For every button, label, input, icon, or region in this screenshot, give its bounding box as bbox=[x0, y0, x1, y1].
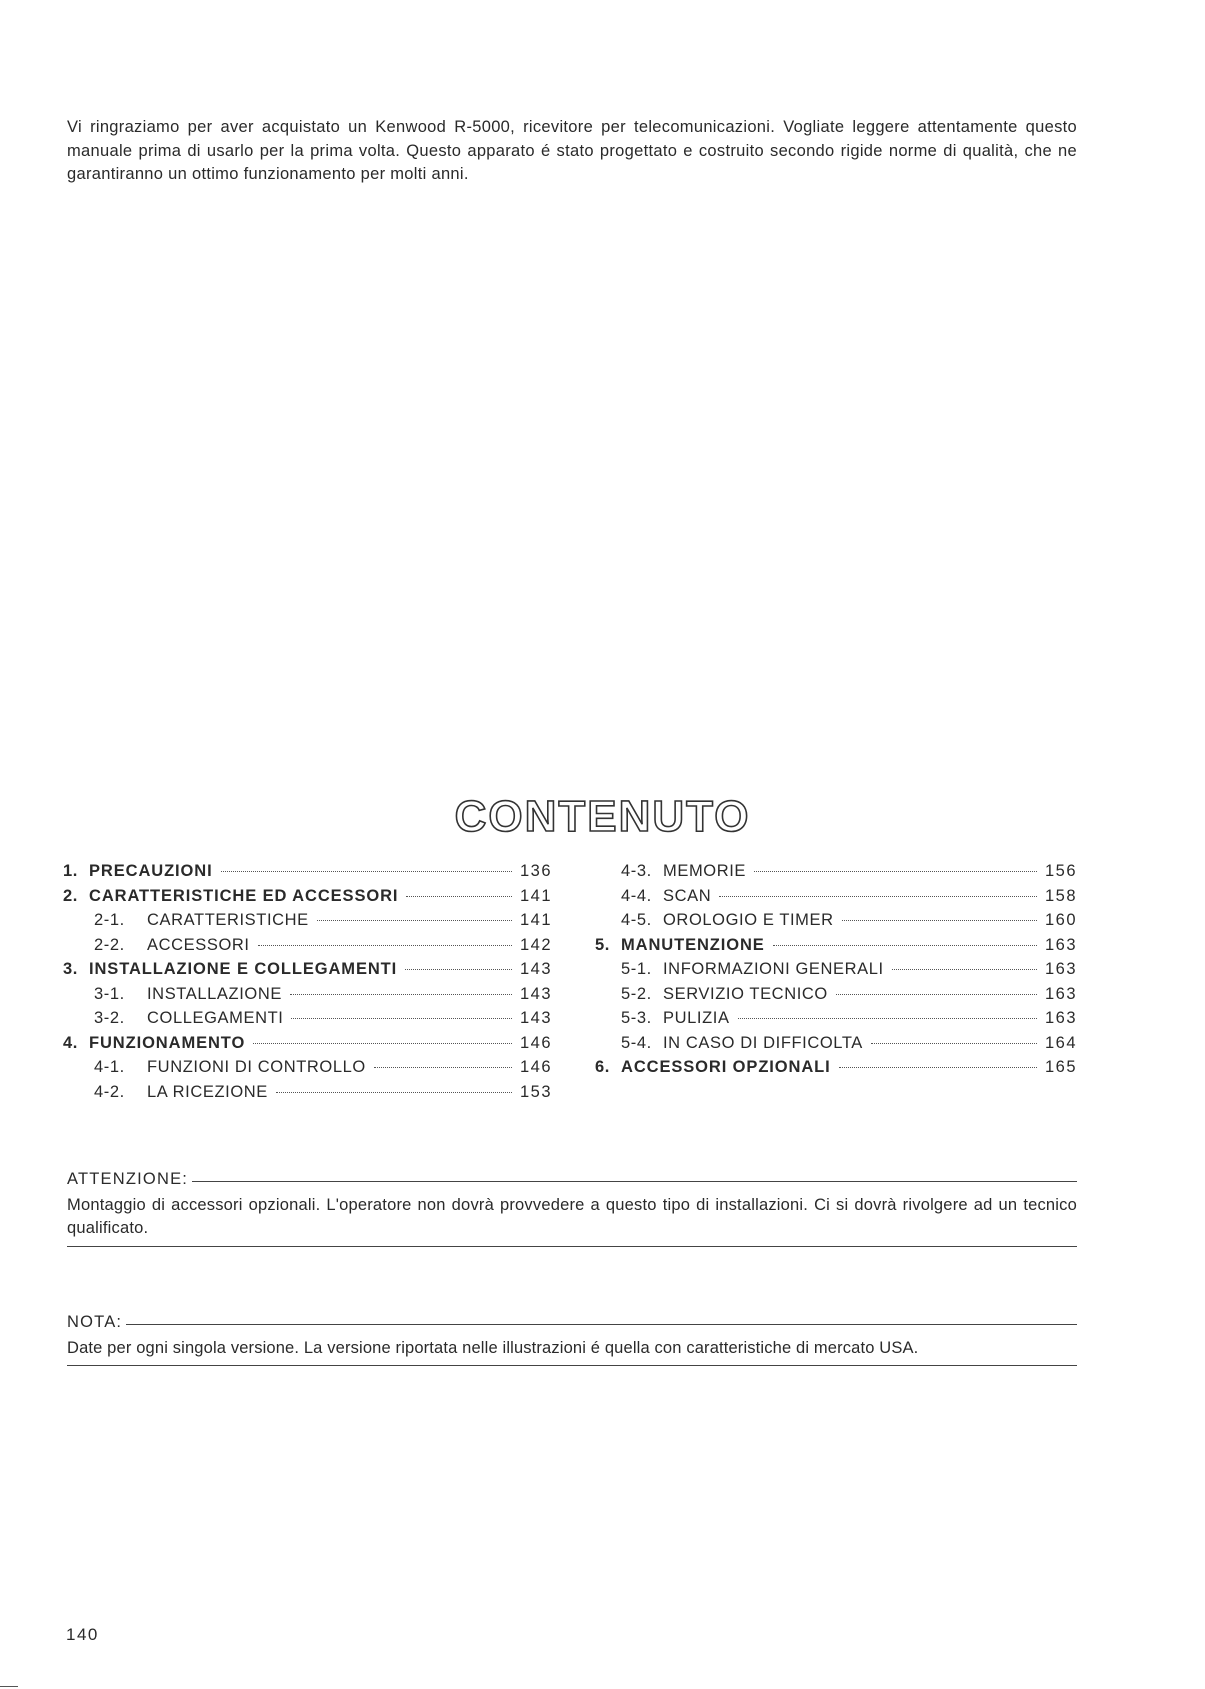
note-heading-row bbox=[67, 1311, 1077, 1335]
corner-mark bbox=[0, 1686, 18, 1687]
attention-heading-row bbox=[67, 1168, 1077, 1192]
toc-leader-dots bbox=[405, 969, 512, 970]
toc-entry-page: 141 bbox=[520, 886, 553, 905]
toc-entry-label: OROLOGIO E TIMER bbox=[663, 911, 834, 929]
toc-leader-dots bbox=[258, 945, 512, 946]
toc-entry-label: INSTALLAZIONE E COLLEGAMENTI bbox=[89, 960, 398, 978]
toc-entry-page: 141 bbox=[520, 911, 553, 929]
toc-entry-number: 2. bbox=[63, 886, 78, 905]
toc-entry-number: 5-3. bbox=[621, 1009, 652, 1027]
toc-entry-number: 5-1. bbox=[621, 960, 652, 978]
toc-leader-dots bbox=[892, 969, 1037, 970]
toc-entry-number: 4-1. bbox=[94, 1058, 125, 1076]
toc-entry bbox=[63, 862, 552, 887]
toc-leader-dots bbox=[773, 945, 1037, 946]
toc-entry-number: 5-2. bbox=[621, 984, 652, 1003]
toc-entry-label: COLLEGAMENTI bbox=[147, 1009, 284, 1027]
toc-leader-dots bbox=[719, 896, 1037, 897]
page-number: 140 bbox=[66, 1625, 99, 1644]
toc-entry-page: 143 bbox=[520, 960, 553, 978]
attention-rule bbox=[192, 1181, 1077, 1182]
toc-entry-number: 5. bbox=[595, 935, 610, 954]
toc-entry-page: 164 bbox=[1045, 1033, 1078, 1052]
note-rule bbox=[126, 1324, 1077, 1325]
toc-entry bbox=[595, 1058, 1077, 1083]
toc-entry bbox=[595, 911, 1077, 936]
toc-entry-page: 146 bbox=[520, 1033, 553, 1052]
toc-entry-label: PULIZIA bbox=[663, 1009, 730, 1027]
toc-entry-page: 163 bbox=[1045, 984, 1078, 1003]
toc-entry-page: 143 bbox=[520, 1009, 553, 1027]
toc-leader-dots bbox=[221, 871, 512, 872]
toc-leader-dots bbox=[839, 1067, 1037, 1068]
toc-entry-page: 136 bbox=[520, 862, 553, 880]
toc-entry-number: 4-4. bbox=[621, 886, 652, 905]
toc-entry-label: SCAN bbox=[663, 886, 712, 905]
toc-entry-label: LA RICEZIONE bbox=[147, 1082, 268, 1101]
toc-entry-number: 4-3. bbox=[621, 862, 652, 880]
toc-entry-number: 4. bbox=[63, 1033, 78, 1052]
toc-entry-number: 3. bbox=[63, 960, 78, 978]
toc-entry-label: INFORMAZIONI GENERALI bbox=[663, 960, 884, 978]
toc-entry-number: 2-1. bbox=[94, 911, 125, 929]
toc-entry-page: 142 bbox=[520, 935, 553, 954]
toc-entry bbox=[595, 936, 1077, 961]
toc-entry-number: 3-2. bbox=[94, 1009, 125, 1027]
toc-right-column bbox=[595, 862, 1077, 1083]
note-text: Date per ogni singola versione. La versione riportata nelle illustrazioni é quella con caratteristiche di mercato USA. bbox=[67, 1338, 919, 1357]
attention-bottom-rule bbox=[67, 1246, 1077, 1247]
toc-entry bbox=[595, 1009, 1077, 1034]
note-notice bbox=[67, 1311, 1077, 1366]
toc-entry-number: 4-5. bbox=[621, 911, 652, 929]
toc-leader-dots bbox=[754, 871, 1037, 872]
toc-entry-label: PRECAUZIONI bbox=[89, 862, 213, 880]
toc-leader-dots bbox=[406, 896, 512, 897]
note-bottom-rule bbox=[67, 1365, 1077, 1366]
toc-leader-dots bbox=[317, 920, 512, 921]
toc-entry-label: ACCESSORI OPZIONALI bbox=[621, 1058, 831, 1076]
toc-entry-page: 143 bbox=[520, 984, 553, 1003]
toc-entry-number: 3-1. bbox=[94, 984, 125, 1003]
toc-leader-dots bbox=[290, 994, 512, 995]
toc-entry-page: 163 bbox=[1045, 935, 1078, 954]
toc-entry-label: ACCESSORI bbox=[147, 935, 250, 954]
toc-leader-dots bbox=[836, 994, 1037, 995]
toc-leader-dots bbox=[291, 1018, 512, 1019]
toc-entry-page: 156 bbox=[1045, 862, 1078, 880]
toc-entry bbox=[595, 1034, 1077, 1059]
toc-entry-number: 4-2. bbox=[94, 1082, 125, 1101]
attention-notice bbox=[67, 1168, 1077, 1247]
toc-leader-dots bbox=[253, 1043, 512, 1044]
toc-entry-page: 153 bbox=[520, 1082, 553, 1101]
toc-entry bbox=[63, 1009, 552, 1034]
contents-title: CONTENUTO bbox=[454, 792, 751, 841]
toc-leader-dots bbox=[276, 1092, 512, 1093]
toc-entry-number: 5-4. bbox=[621, 1033, 652, 1052]
toc-entry bbox=[63, 887, 552, 912]
toc-entry bbox=[595, 862, 1077, 887]
toc-entry bbox=[63, 936, 552, 961]
toc-entry-page: 160 bbox=[1045, 911, 1078, 929]
toc-entry bbox=[63, 960, 552, 985]
toc-entry-label: MEMORIE bbox=[663, 862, 747, 880]
note-heading: NOTA: bbox=[67, 1313, 123, 1331]
toc-entry-label: IN CASO DI DIFFICOLTA bbox=[663, 1033, 863, 1052]
toc-entry-number: 1. bbox=[63, 862, 78, 880]
toc-entry bbox=[63, 911, 552, 936]
toc-entry-label: INSTALLAZIONE bbox=[147, 984, 282, 1003]
toc-entry bbox=[63, 1058, 552, 1083]
attention-text: Montaggio di accessori opzionali. L'operatore non dovrà provvedere a questo tipo di installazioni. Ci si dovrà rivolgere ad un tecnico qualificato. bbox=[67, 1195, 1077, 1237]
toc-leader-dots bbox=[871, 1043, 1037, 1044]
toc-entry-page: 146 bbox=[520, 1058, 553, 1076]
intro-paragraph: Vi ringraziamo per aver acquistato un Kenwood R-5000, ricevitore per telecomunicazioni. Vogliate leggere attentamente questo manuale prima di usarlo per la prima volta. Questo apparato é stato progettato e costruito secondo rigide norme di qualità, che ne garantiranno un ottimo funzionamento per molti anni. bbox=[67, 118, 1077, 183]
toc-entry-page: 165 bbox=[1045, 1058, 1078, 1076]
toc-entry bbox=[63, 985, 552, 1010]
toc-entry-number: 6. bbox=[595, 1058, 610, 1076]
toc-entry-label: SERVIZIO TECNICO bbox=[663, 984, 828, 1003]
toc-entry-label: MANUTENZIONE bbox=[621, 935, 765, 954]
toc-left-column bbox=[63, 862, 552, 1107]
toc-entry-page: 158 bbox=[1045, 886, 1078, 905]
toc-entry-label: FUNZIONAMENTO bbox=[89, 1033, 246, 1052]
toc-entry-label: CARATTERISTICHE ED ACCESSORI bbox=[89, 886, 399, 905]
toc-entry bbox=[595, 985, 1077, 1010]
toc-entry-label: CARATTERISTICHE bbox=[147, 911, 309, 929]
toc-entry-page: 163 bbox=[1045, 1009, 1078, 1027]
toc-entry bbox=[595, 887, 1077, 912]
attention-heading: ATTENZIONE: bbox=[67, 1170, 189, 1188]
toc-entry bbox=[63, 1083, 552, 1108]
toc-leader-dots bbox=[738, 1018, 1037, 1019]
toc-entry-number: 2-2. bbox=[94, 935, 125, 954]
toc-entry bbox=[63, 1034, 552, 1059]
toc-entry-page: 163 bbox=[1045, 960, 1078, 978]
toc-entry-label: FUNZIONI DI CONTROLLO bbox=[147, 1058, 366, 1076]
toc-leader-dots bbox=[842, 920, 1037, 921]
toc-entry bbox=[595, 960, 1077, 985]
toc-leader-dots bbox=[374, 1067, 512, 1068]
